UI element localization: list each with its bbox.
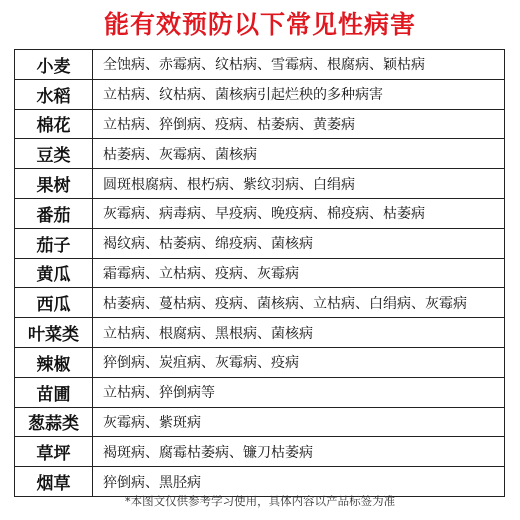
- table-row: [15, 169, 505, 199]
- table-row: [15, 259, 505, 289]
- table-row: [15, 437, 505, 467]
- crop-cell: 棉花: [15, 110, 93, 140]
- diseases-cell: 全蚀病、赤霉病、纹枯病、雪霉病、根腐病、颖枯病: [93, 50, 505, 80]
- diseases-cell: 立枯病、猝倒病等: [93, 378, 505, 408]
- diseases-cell: 灰霉病、病毒病、早疫病、晚疫病、棉疫病、枯萎病: [93, 199, 505, 229]
- diseases-cell: 猝倒病、黑胫病: [93, 467, 505, 497]
- page-title: 能有效预防以下常见性病害: [103, 10, 416, 39]
- table-row: [15, 229, 505, 259]
- diseases-cell: 圆斑根腐病、根朽病、紫纹羽病、白绢病: [93, 169, 505, 199]
- crop-cell: 水稻: [15, 80, 93, 110]
- table-row: [15, 110, 505, 140]
- crop-cell: 小麦: [15, 50, 93, 80]
- crop-cell: 番茄: [15, 199, 93, 229]
- crop-cell: 茄子: [15, 229, 93, 259]
- crop-cell: 果树: [15, 169, 93, 199]
- diseases-cell: 枯萎病、灰霉病、菌核病: [93, 139, 505, 169]
- diseases-cell: 褐纹病、枯萎病、绵疫病、菌核病: [93, 229, 505, 259]
- table-row: [15, 199, 505, 229]
- diseases-cell: 霜霉病、立枯病、疫病、灰霉病: [93, 259, 505, 289]
- crop-cell: 苗圃: [15, 378, 93, 408]
- crop-cell: 黄瓜: [15, 259, 93, 289]
- crop-cell: 葱蒜类: [15, 408, 93, 438]
- table-row: [15, 408, 505, 438]
- table-row: [15, 50, 505, 80]
- diseases-cell: 灰霉病、紫斑病: [93, 408, 505, 438]
- diseases-cell: 褐斑病、腐霉枯萎病、镰刀枯萎病: [93, 437, 505, 467]
- disease-table: [14, 49, 505, 497]
- diseases-cell: 枯萎病、蔓枯病、疫病、菌核病、立枯病、白绢病、灰霉病: [93, 288, 505, 318]
- crop-cell: 豆类: [15, 139, 93, 169]
- diseases-cell: 立枯病、猝倒病、疫病、枯萎病、黄萎病: [93, 110, 505, 140]
- diseases-cell: 立枯病、根腐病、黑根病、菌核病: [93, 318, 505, 348]
- diseases-cell: 立枯病、纹枯病、菌核病引起烂秧的多种病害: [93, 80, 505, 110]
- table-row: [15, 318, 505, 348]
- crop-cell: 辣椒: [15, 348, 93, 378]
- crop-cell: 烟草: [15, 467, 93, 497]
- table-row: [15, 378, 505, 408]
- disclaimer-footnote: *本图文仅供参考学习使用，具体内容以产品标签为准: [124, 494, 396, 508]
- crop-cell: 草坪: [15, 437, 93, 467]
- table-row: [15, 288, 505, 318]
- table-row: [15, 348, 505, 378]
- crop-cell: 叶菜类: [15, 318, 93, 348]
- table-row: [15, 80, 505, 110]
- table-row: [15, 139, 505, 169]
- diseases-cell: 猝倒病、炭疽病、灰霉病、疫病: [93, 348, 505, 378]
- crop-cell: 西瓜: [15, 288, 93, 318]
